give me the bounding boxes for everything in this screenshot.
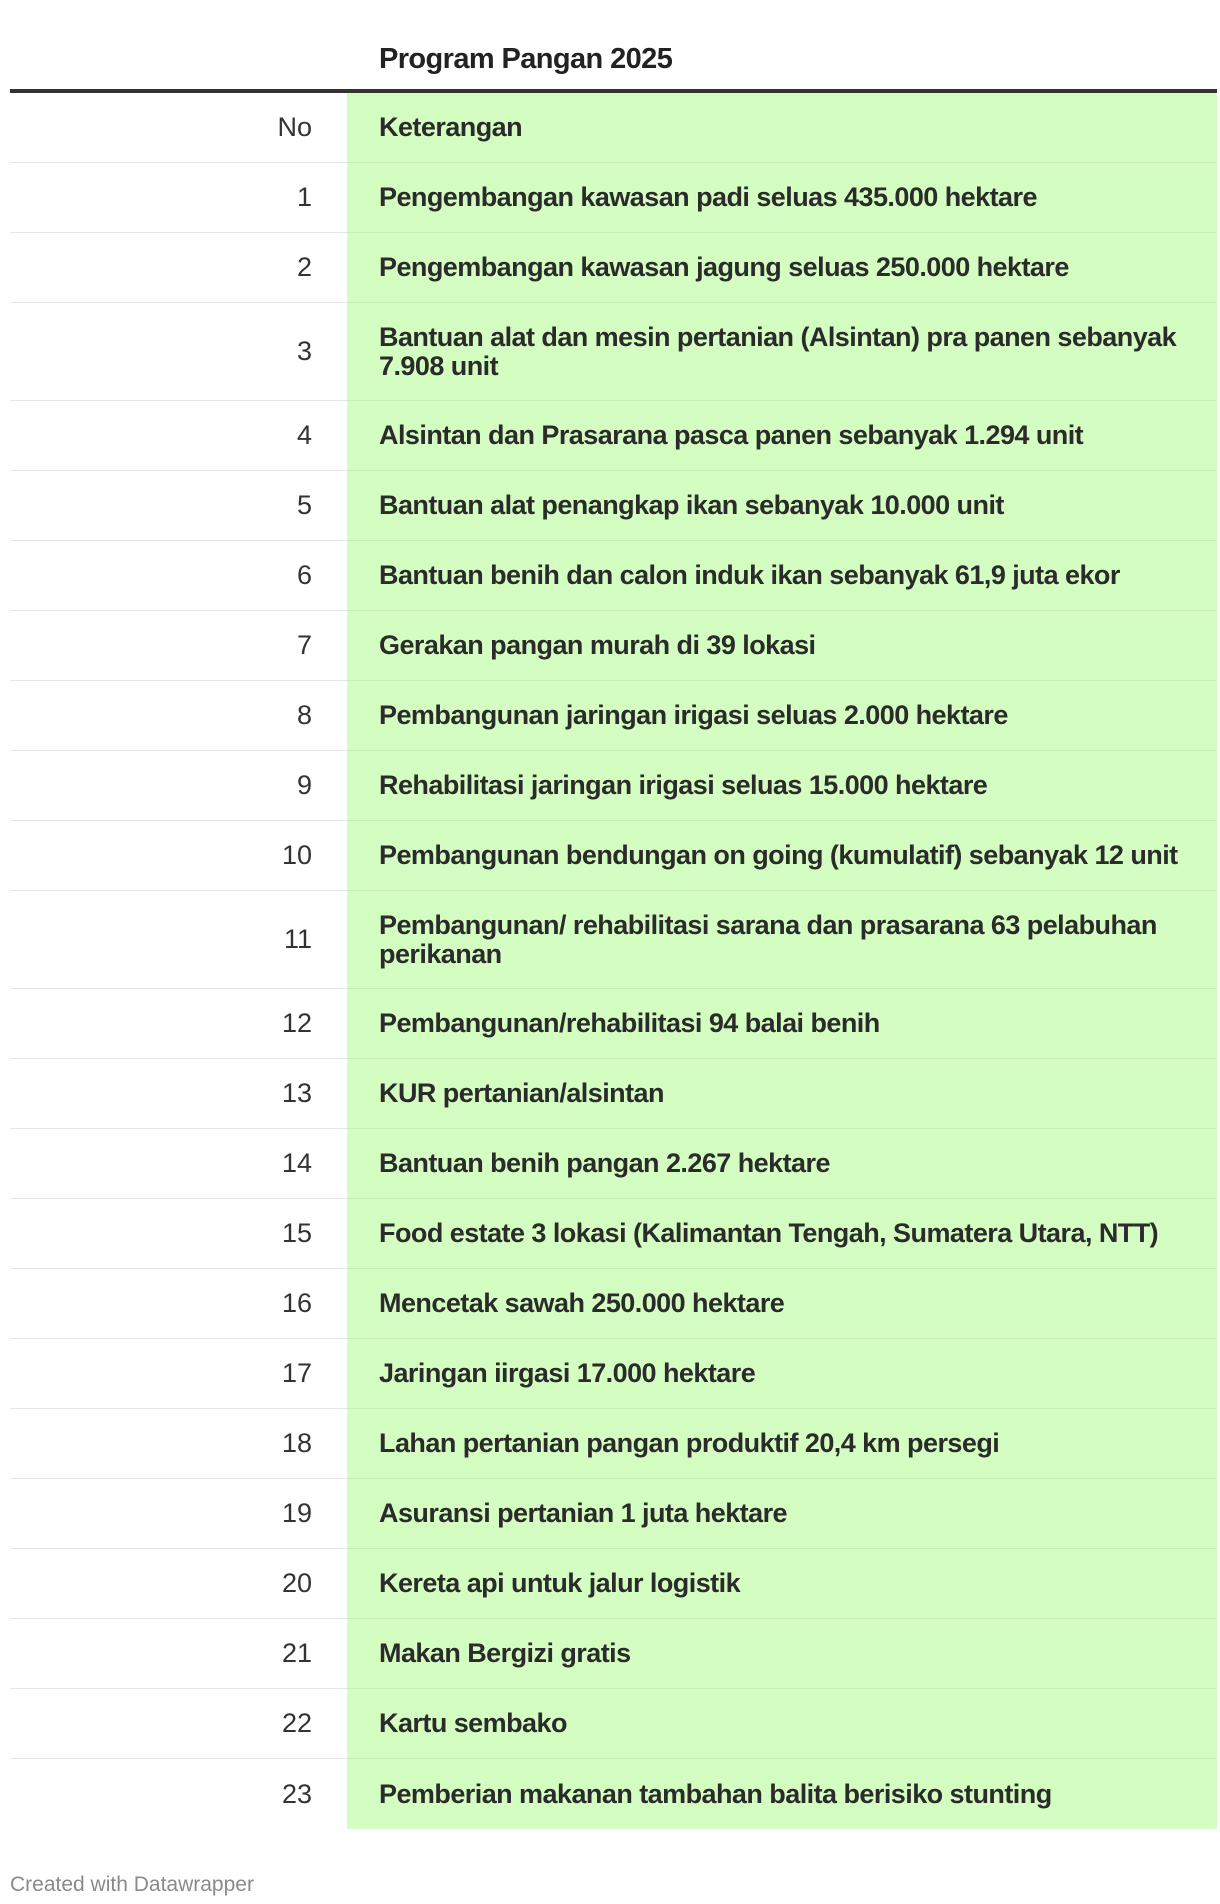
table-row: [10, 1619, 1217, 1689]
row-description: Kereta api untuk jalur logistik: [347, 1549, 1217, 1619]
table-row: [10, 751, 1217, 821]
table-row: [10, 1269, 1217, 1339]
row-number: 19: [10, 1479, 347, 1549]
column-header-row: [10, 93, 1217, 163]
row-number: 6: [10, 541, 347, 611]
column-header-no: No: [10, 93, 347, 163]
table-row: [10, 681, 1217, 751]
row-number: 17: [10, 1339, 347, 1409]
row-description: Bantuan alat penangkap ikan sebanyak 10.000 unit: [347, 471, 1217, 541]
row-number: 12: [10, 989, 347, 1059]
row-number: 11: [10, 891, 347, 989]
row-description: Food estate 3 lokasi (Kalimantan Tengah, Sumatera Utara, NTT): [347, 1199, 1217, 1269]
table-title-row: [10, 0, 1217, 93]
table-row: [10, 1059, 1217, 1129]
row-number: 7: [10, 611, 347, 681]
table-row: [10, 1479, 1217, 1549]
table-row: [10, 989, 1217, 1059]
datawrapper-credit: Created with Datawrapper: [10, 1873, 254, 1896]
table-row: [10, 1759, 1217, 1829]
row-description: Alsintan dan Prasarana pasca panen sebanyak 1.294 unit: [347, 401, 1217, 471]
row-number: 20: [10, 1549, 347, 1619]
table-row: [10, 891, 1217, 989]
row-number: 10: [10, 821, 347, 891]
data-table: [10, 0, 1217, 1829]
row-number: 15: [10, 1199, 347, 1269]
row-number: 16: [10, 1269, 347, 1339]
row-number: 2: [10, 233, 347, 303]
table-row: [10, 611, 1217, 681]
row-number: 14: [10, 1129, 347, 1199]
table-title: Program Pangan 2025: [379, 43, 673, 75]
row-number: 9: [10, 751, 347, 821]
row-number: 18: [10, 1409, 347, 1479]
row-description: Pengembangan kawasan jagung seluas 250.000 hektare: [347, 233, 1217, 303]
row-number: 1: [10, 163, 347, 233]
column-header-keterangan: Keterangan: [347, 93, 1217, 163]
row-description: Pembangunan bendungan on going (kumulatif) sebanyak 12 unit: [347, 821, 1217, 891]
table-row: [10, 1409, 1217, 1479]
row-description: Pembangunan/ rehabilitasi sarana dan prasarana 63 pelabuhan perikanan: [347, 891, 1217, 989]
row-number: 8: [10, 681, 347, 751]
row-description: Pembangunan jaringan irigasi seluas 2.000 hektare: [347, 681, 1217, 751]
row-description: Bantuan benih dan calon induk ikan sebanyak 61,9 juta ekor: [347, 541, 1217, 611]
table-row: [10, 1549, 1217, 1619]
row-number: 23: [281, 1778, 312, 1809]
table-row: [10, 541, 1217, 611]
row-description: Asuransi pertanian 1 juta hektare: [347, 1479, 1217, 1549]
row-description: KUR pertanian/alsintan: [347, 1059, 1217, 1129]
table-row: [10, 303, 1217, 401]
row-description: Rehabilitasi jaringan irigasi seluas 15.000 hektare: [347, 751, 1217, 821]
row-description: Gerakan pangan murah di 39 lokasi: [347, 611, 1217, 681]
table-row: [10, 401, 1217, 471]
row-number: 3: [10, 303, 347, 401]
table-row: [10, 163, 1217, 233]
table-row: [10, 1199, 1217, 1269]
row-number: 5: [10, 471, 347, 541]
table-row: [10, 1129, 1217, 1199]
row-description: Makan Bergizi gratis: [347, 1619, 1217, 1689]
row-description: Kartu sembako: [347, 1689, 1217, 1759]
row-description: Lahan pertanian pangan produktif 20,4 km persegi: [347, 1409, 1217, 1479]
row-number: 21: [10, 1619, 347, 1689]
row-description: Pembangunan/rehabilitasi 94 balai benih: [347, 989, 1217, 1059]
row-description: Bantuan benih pangan 2.267 hektare: [347, 1129, 1217, 1199]
table-row: [10, 821, 1217, 891]
table-row: [10, 233, 1217, 303]
table-row: [10, 1339, 1217, 1409]
row-number: 4: [10, 401, 347, 471]
row-description: Pemberian makanan tambahan balita berisiko stunting: [347, 1759, 1217, 1829]
table-row: [10, 471, 1217, 541]
row-description: Bantuan alat dan mesin pertanian (Alsintan) pra panen sebanyak 7.908 unit: [347, 303, 1217, 401]
row-description: Jaringan iirgasi 17.000 hektare: [347, 1339, 1217, 1409]
row-description: Mencetak sawah 250.000 hektare: [347, 1269, 1217, 1339]
row-number: 13: [10, 1059, 347, 1129]
row-description: Pengembangan kawasan padi seluas 435.000 hektare: [347, 163, 1217, 233]
table-row: [10, 1689, 1217, 1759]
row-number: 22: [10, 1689, 347, 1759]
